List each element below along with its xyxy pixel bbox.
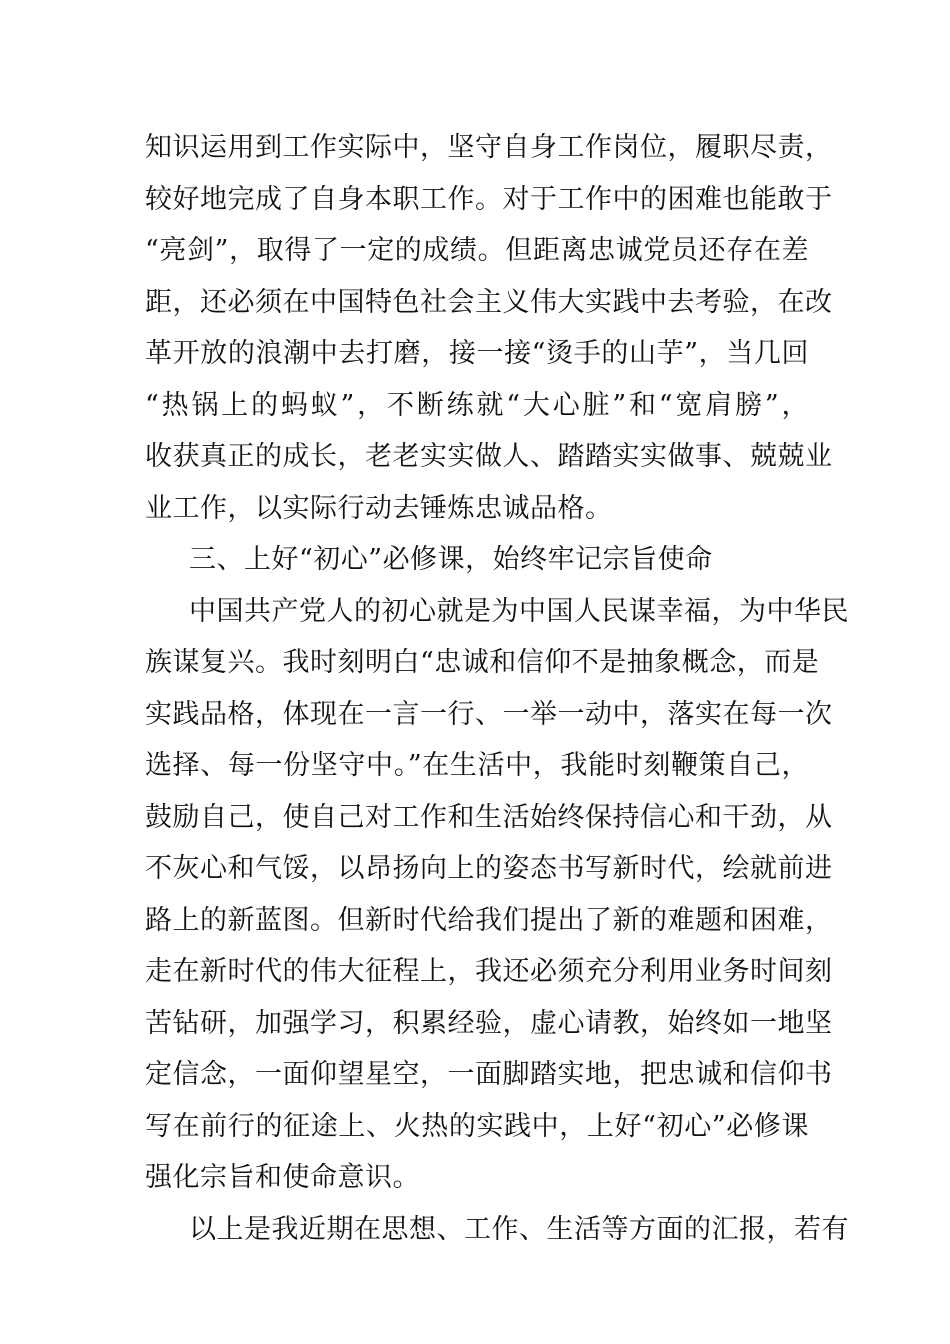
- text-line: 强化宗旨和使命意识。: [145, 1162, 420, 1193]
- text-line: 革开放的浪潮中去打磨，接一接“烫手的山芋”，当几回: [145, 338, 809, 369]
- paragraph-loyalty-conclusion: [145, 122, 833, 534]
- text-line: 不灰心和气馁，以昂扬向上的姿态书写新时代，绘就前进: [145, 853, 833, 884]
- text-line: 实践品格，体现在一言一行、一举一动中，落实在每一次: [145, 698, 833, 730]
- text-line: 知识运用到工作实际中，坚守自身工作岗位，履职尽责，: [145, 132, 833, 163]
- text-line: 写在前行的征途上、火热的实践中，上好“初心”必修课: [145, 1110, 809, 1142]
- text-line: “亮剑”，取得了一定的成绩。但距离忠诚党员还存在差: [145, 235, 809, 266]
- text-line: 收获真正的成长，老老实实做人、踏踏实实做事、兢兢业: [145, 441, 833, 472]
- text-line: 选择、每一份坚守中。”在生活中，我能时刻鞭策自己，: [145, 750, 809, 781]
- paragraph-original-aspiration: [145, 586, 849, 1204]
- text-line: “热锅上的蚂蚁”，不断练就“大心脏”和“宽肩膀”，: [145, 389, 809, 421]
- document-body: [145, 122, 849, 1255]
- text-line: 业工作，以实际行动去锤炼忠诚品格。: [145, 492, 613, 524]
- text-line: 距，还必须在中国特色社会主义伟大实践中去考验，在改: [145, 286, 833, 318]
- text-line: 苦钻研，加强学习，积累经验，虚心请教，始终如一地坚: [145, 1007, 833, 1039]
- text-line: 中国共产党人的初心就是为中国人民谋幸福，为中华民: [189, 595, 849, 627]
- text-line: 路上的新蓝图。但新时代给我们提出了新的难题和困难，: [145, 904, 833, 936]
- text-line: 以上是我近期在思想、工作、生活等方面的汇报，若有: [189, 1213, 849, 1245]
- text-line: 定信念，一面仰望星空，一面脚踏实地，把忠诚和信仰书: [145, 1059, 833, 1090]
- text-line: 较好地完成了自身本职工作。对于工作中的困难也能敢于: [145, 183, 833, 215]
- section-heading-text: 三、上好“初心”必修课，始终牢记宗旨使命: [189, 544, 713, 575]
- text-line: 鼓励自己，使自己对工作和生活始终保持信心和干劲，从: [145, 801, 833, 833]
- paragraph-closing-report: [145, 1204, 849, 1256]
- text-line: 走在新时代的伟大征程上，我还必须充分利用业务时间刻: [145, 956, 833, 987]
- text-line: 族谋复兴。我时刻明白“忠诚和信仰不是抽象概念，而是: [145, 647, 820, 678]
- section-heading-3: [145, 534, 809, 586]
